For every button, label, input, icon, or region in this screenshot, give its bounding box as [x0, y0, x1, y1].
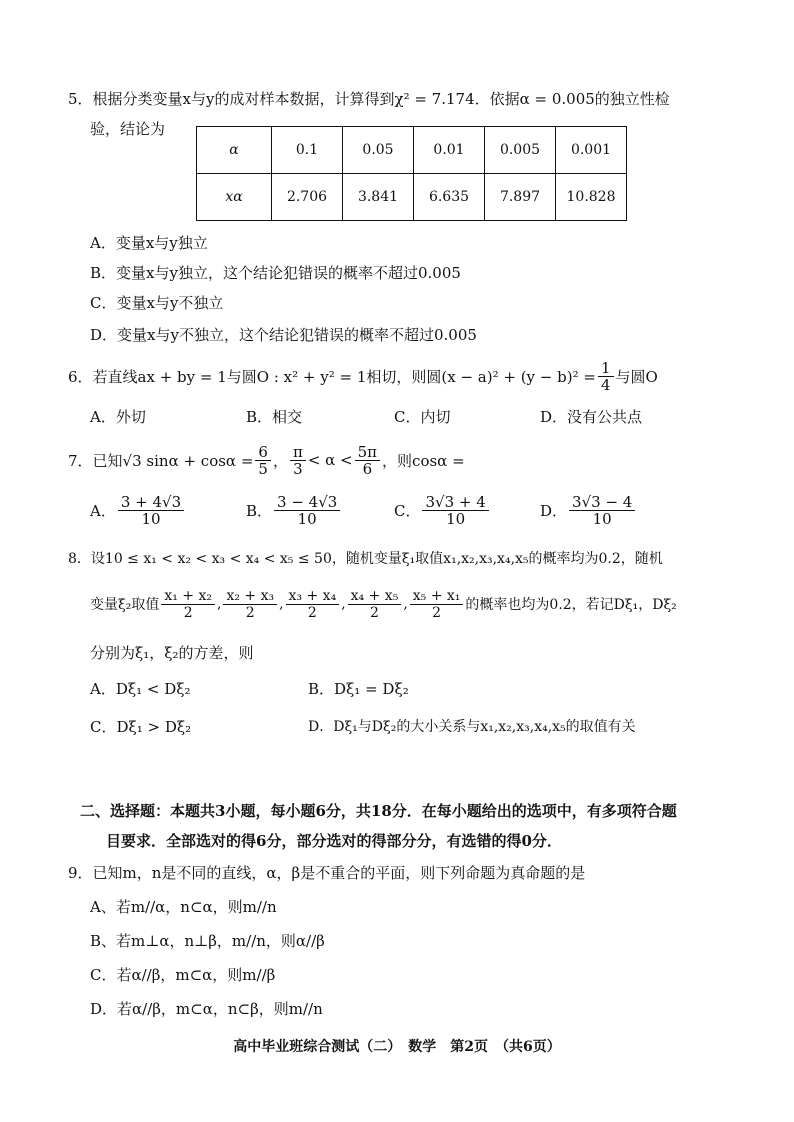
- q6-option-d: D．没有公共点: [540, 408, 643, 426]
- q7-option-c: [394, 494, 491, 527]
- fraction-denominator: 5: [258, 459, 268, 478]
- table-cell: 3.841: [343, 174, 414, 221]
- q8-fraction-3: [286, 588, 340, 621]
- fraction-numerator: x₂ + x₃: [223, 588, 277, 605]
- table-cell: 0.01: [414, 127, 485, 174]
- q7-option-d: [540, 494, 637, 527]
- q7-stem-c: < α <: [307, 451, 353, 469]
- q8-fraction-4: [348, 588, 402, 621]
- fraction-numerator: x₄ + x₅: [348, 588, 402, 605]
- fraction-numerator: 3√3 − 4: [569, 494, 635, 511]
- fraction-denominator: 2: [432, 604, 442, 621]
- q5-option-b: B．变量x与y独立，这个结论犯错误的概率不超过0.005: [90, 264, 461, 282]
- fraction-denominator: 4: [600, 375, 611, 394]
- fraction-numerator: x₅ + x₁: [410, 588, 464, 605]
- fraction-denominator: 10: [297, 510, 317, 528]
- q9-stem: 9．已知m，n是不同的直线，α，β是不重合的平面，则下列命题为真命题的是: [68, 864, 586, 882]
- option-label: B．: [246, 502, 273, 520]
- q7-stem: [68, 440, 465, 480]
- q7-fraction-1: [255, 444, 271, 477]
- q6-stem-b: 与圆O: [615, 367, 658, 386]
- q9-option-b: B、若m⊥α，n⊥β，m//n，则α//β: [90, 932, 325, 950]
- fraction-denominator: 10: [141, 510, 161, 528]
- q5-option-c: C．变量x与y不独立: [90, 294, 224, 312]
- section-2-heading: 二、选择题：本题共3小题，每小题6分，共18分．在每小题给出的选项中，有多项符合题: [80, 802, 677, 820]
- table-cell: α: [197, 127, 272, 174]
- q8-line2: [90, 584, 677, 624]
- q8-fraction-2: [223, 588, 277, 621]
- table-row: [197, 174, 627, 221]
- q7-stem-a: 7．已知√3 sinα + cosα =: [68, 451, 254, 470]
- table-cell: 7.897: [485, 174, 556, 221]
- fraction-denominator: 2: [307, 604, 317, 621]
- q5-option-d: D．变量x与y不独立，这个结论犯错误的概率不超过0.005: [90, 326, 477, 344]
- table-cell: 10.828: [556, 174, 627, 221]
- fraction-numerator: π: [290, 444, 306, 461]
- option-fraction: [118, 494, 184, 527]
- q8-fraction-5: [410, 588, 464, 621]
- q5-option-a: A．变量x与y独立: [90, 234, 208, 252]
- table-cell: 6.635: [414, 174, 485, 221]
- table-cell: 0.005: [485, 127, 556, 174]
- fraction-denominator: 6: [362, 459, 373, 478]
- q8-line1: 8．设10 ≤ x₁ < x₂ < x₃ < x₄ < x₅ ≤ 50，随机变量ξ₁取值x₁,x₂,x₃,x₄,x₅的概率均为0.2，随机: [68, 551, 663, 567]
- option-fraction: [422, 494, 488, 527]
- fraction-denominator: 3: [293, 459, 303, 478]
- comma: ,: [216, 596, 222, 612]
- option-label: D．: [540, 502, 568, 520]
- q7-fraction-2: [290, 444, 306, 477]
- q6-option-a: A．外切: [90, 408, 146, 426]
- fraction-numerator: 3 + 4√3: [118, 494, 184, 511]
- option-label: A．: [90, 502, 116, 520]
- table-cell: xα: [197, 174, 272, 221]
- critical-value-table: [196, 126, 627, 221]
- option-fraction: [569, 494, 635, 527]
- fraction-numerator: 3√3 + 4: [422, 494, 488, 511]
- q6-stem-a: 6．若直线ax + by = 1与圆O : x² + y² = 1相切，则圆(x − a)² + (y − b)² =: [68, 367, 596, 386]
- q8-option-c: C．Dξ₁ > Dξ₂: [90, 718, 192, 736]
- section-2-instructions: 目要求．全部选对的得6分，部分选对的得部分分，有选错的得0分．: [106, 832, 562, 850]
- q8-fraction-1: [161, 588, 215, 621]
- table-cell: 0.001: [556, 127, 627, 174]
- q7-stem-b: ，: [272, 451, 288, 470]
- q5-line2: 验，结论为: [90, 120, 166, 138]
- q8-line2-b: 的概率也均为0.2，若记Dξ₁，Dξ₂: [465, 597, 677, 613]
- q5-line1: 5．根据分类变量x与y的成对样本数据，计算得到χ² = 7.174．依据α = 0.005的独立性检: [68, 90, 670, 108]
- q6-fraction: [598, 360, 614, 393]
- comma: ,: [279, 596, 284, 612]
- option-label: C．: [394, 502, 421, 520]
- q9-option-d: D．若α//β，m⊂α，n⊂β，则m//n: [90, 1000, 323, 1018]
- fraction-denominator: 2: [183, 604, 193, 621]
- q8-option-a: A．Dξ₁ < Dξ₂: [90, 680, 191, 698]
- fraction-denominator: 2: [245, 604, 255, 621]
- fraction-numerator: x₁ + x₂: [161, 588, 215, 605]
- comma: ,: [403, 596, 408, 612]
- fraction-numerator: 3 − 4√3: [274, 494, 340, 511]
- q8-line3: 分别为ξ₁，ξ₂的方差，则: [90, 644, 254, 662]
- page-footer: 高中毕业班综合测试（二） 数学 第2页 （共6页）: [233, 1039, 561, 1055]
- q8-option-d: D．Dξ₁与Dξ₂的大小关系与x₁,x₂,x₃,x₄,x₅的取值有关: [308, 719, 636, 735]
- fraction-denominator: 2: [370, 604, 379, 621]
- fraction-denominator: 10: [592, 510, 612, 528]
- q6-option-b: B．相交: [246, 408, 303, 426]
- fraction-numerator: x₃ + x₄: [286, 588, 340, 605]
- q9-option-c: C．若α//β，m⊂α，则m//β: [90, 966, 276, 984]
- table-cell: 0.05: [343, 127, 414, 174]
- q7-option-a: [90, 494, 186, 527]
- table-cell: 2.706: [272, 174, 343, 221]
- q6-stem: [68, 358, 658, 394]
- table-row: [197, 127, 627, 174]
- q9-option-a: A、若m//α，n⊂α，则m//n: [90, 898, 277, 916]
- q7-fraction-3: [355, 444, 380, 477]
- q7-option-b: [246, 494, 342, 527]
- fraction-numerator: 5π: [355, 444, 380, 461]
- q7-stem-d: ，则cosα =: [382, 451, 465, 470]
- fraction-numerator: 6: [255, 444, 271, 461]
- table-cell: 0.1: [272, 127, 343, 174]
- fraction-denominator: 10: [446, 510, 466, 528]
- comma: ,: [341, 596, 346, 612]
- fraction-numerator: 1: [598, 360, 614, 377]
- q8-line2-a: 变量ξ₂取值: [90, 597, 160, 613]
- q8-option-b: B．Dξ₁ = Dξ₂: [308, 680, 409, 698]
- q6-option-c: C．内切: [394, 408, 451, 426]
- option-fraction: [274, 494, 340, 527]
